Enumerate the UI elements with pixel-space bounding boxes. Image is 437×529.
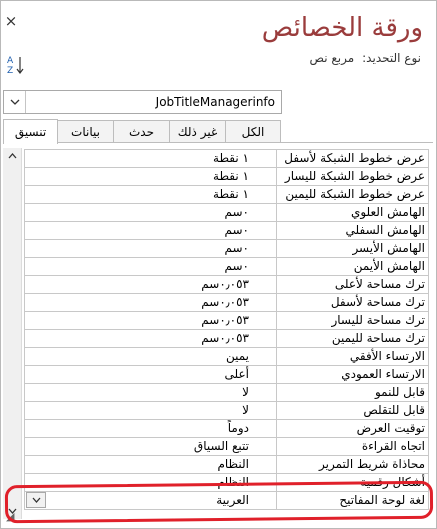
property-row[interactable] <box>24 168 429 186</box>
keyboard-language-value[interactable]: العربية <box>24 492 277 509</box>
property-label: الهامش الأيمن <box>277 258 429 275</box>
property-value[interactable]: ٠٫٠٥٣سم <box>24 330 277 347</box>
property-label: محاذاة شريط التمرير <box>277 456 429 473</box>
tab-data[interactable]: بيانات <box>57 120 114 143</box>
property-label: الارتساء العمودي <box>277 366 429 383</box>
property-row[interactable] <box>24 240 429 258</box>
property-row[interactable] <box>24 420 429 438</box>
property-label: ترك مساحة لأعلى <box>277 276 429 293</box>
property-label: الهامش السفلي <box>277 222 429 239</box>
property-row[interactable] <box>24 258 429 276</box>
property-row[interactable] <box>24 366 429 384</box>
selection-type-value: مربع نص <box>309 51 355 65</box>
property-row[interactable] <box>24 204 429 222</box>
resize-grip-icon[interactable]: ◢ <box>6 510 15 523</box>
property-value[interactable]: يمين <box>24 348 277 365</box>
svg-text:Z: Z <box>7 66 14 76</box>
property-row[interactable] <box>24 312 429 330</box>
scroll-up-icon[interactable] <box>3 148 22 164</box>
tab-event[interactable]: حدث <box>113 120 170 143</box>
tab-format[interactable]: تنسيق <box>3 119 58 144</box>
property-value[interactable]: ١ نقطة <box>24 186 277 203</box>
property-row[interactable] <box>24 276 429 294</box>
property-label: الارتساء الأفقي <box>277 348 429 365</box>
tab-other[interactable]: غير ذلك <box>169 120 226 143</box>
close-icon[interactable]: × <box>4 12 18 30</box>
tab-all[interactable]: الكل <box>225 120 281 143</box>
property-label: الهامش العلوي <box>277 204 429 221</box>
property-value[interactable]: ٠سم <box>24 258 277 275</box>
property-value[interactable]: دوماً <box>24 420 277 437</box>
svg-text:A: A <box>7 56 14 66</box>
property-value[interactable]: ٠٫٠٥٣سم <box>24 276 277 293</box>
property-row[interactable] <box>24 456 429 474</box>
property-label: الهامش الأيسر <box>277 240 429 257</box>
chevron-down-icon[interactable] <box>4 91 26 113</box>
property-value[interactable]: ٠سم <box>24 222 277 239</box>
property-value[interactable]: لا <box>24 384 277 401</box>
property-label: اتجاه القراءة <box>277 438 429 455</box>
object-selector-combo[interactable] <box>3 90 282 114</box>
property-value[interactable]: ١ نقطة <box>24 150 277 167</box>
property-label: قابل للتقلص <box>277 402 429 419</box>
property-label: توقيت العرض <box>277 420 429 437</box>
tab-strip <box>3 119 283 143</box>
property-value[interactable]: لا <box>24 402 277 419</box>
property-row[interactable] <box>24 186 429 204</box>
selection-type <box>310 51 422 65</box>
property-row[interactable] <box>24 150 429 168</box>
property-value[interactable]: ٠٫٠٥٣سم <box>24 312 277 329</box>
property-value[interactable]: ١ نقطة <box>24 168 277 185</box>
keyboard-language-label: لغة لوحة المفاتيح <box>277 492 429 509</box>
property-label: أشكال رقمية <box>277 474 429 491</box>
vertical-scrollbar[interactable] <box>3 148 22 519</box>
property-label: عرض خطوط الشبكة لليمين <box>277 186 429 203</box>
property-row[interactable] <box>24 438 429 456</box>
window-title: ورقة الخصائص <box>261 13 423 43</box>
property-row[interactable] <box>24 402 429 420</box>
property-row[interactable] <box>24 222 429 240</box>
property-label: ترك مساحة لأسفل <box>277 294 429 311</box>
property-row[interactable] <box>24 330 429 348</box>
sort-az-icon[interactable] <box>5 54 27 76</box>
property-value[interactable]: تتبع السياق <box>24 438 277 455</box>
object-selector-value: JobTitleManagerinfo <box>155 95 275 109</box>
property-grid <box>24 149 429 510</box>
property-label: ترك مساحة لليمين <box>277 330 429 347</box>
selection-type-label: نوع التحديد: <box>362 51 421 65</box>
property-value[interactable]: أعلى <box>24 366 277 383</box>
property-row[interactable] <box>24 294 429 312</box>
property-label: عرض خطوط الشبكة لأسفل <box>277 150 429 167</box>
property-row[interactable] <box>24 348 429 366</box>
property-value[interactable]: النظام <box>24 474 277 491</box>
chevron-down-icon[interactable] <box>26 492 46 508</box>
property-label: ترك مساحة لليسار <box>277 312 429 329</box>
property-label: عرض خطوط الشبكة لليسار <box>277 168 429 185</box>
property-value[interactable]: ٠سم <box>24 204 277 221</box>
property-label: قابل للنمو <box>277 384 429 401</box>
property-row[interactable] <box>24 384 429 402</box>
property-row[interactable] <box>24 474 429 492</box>
property-value[interactable]: ٠سم <box>24 240 277 257</box>
property-value[interactable]: النظام <box>24 456 277 473</box>
property-row-keyboard-language[interactable] <box>24 492 429 510</box>
tab-divider <box>3 142 433 143</box>
property-value[interactable]: ٠٫٠٥٣سم <box>24 294 277 311</box>
